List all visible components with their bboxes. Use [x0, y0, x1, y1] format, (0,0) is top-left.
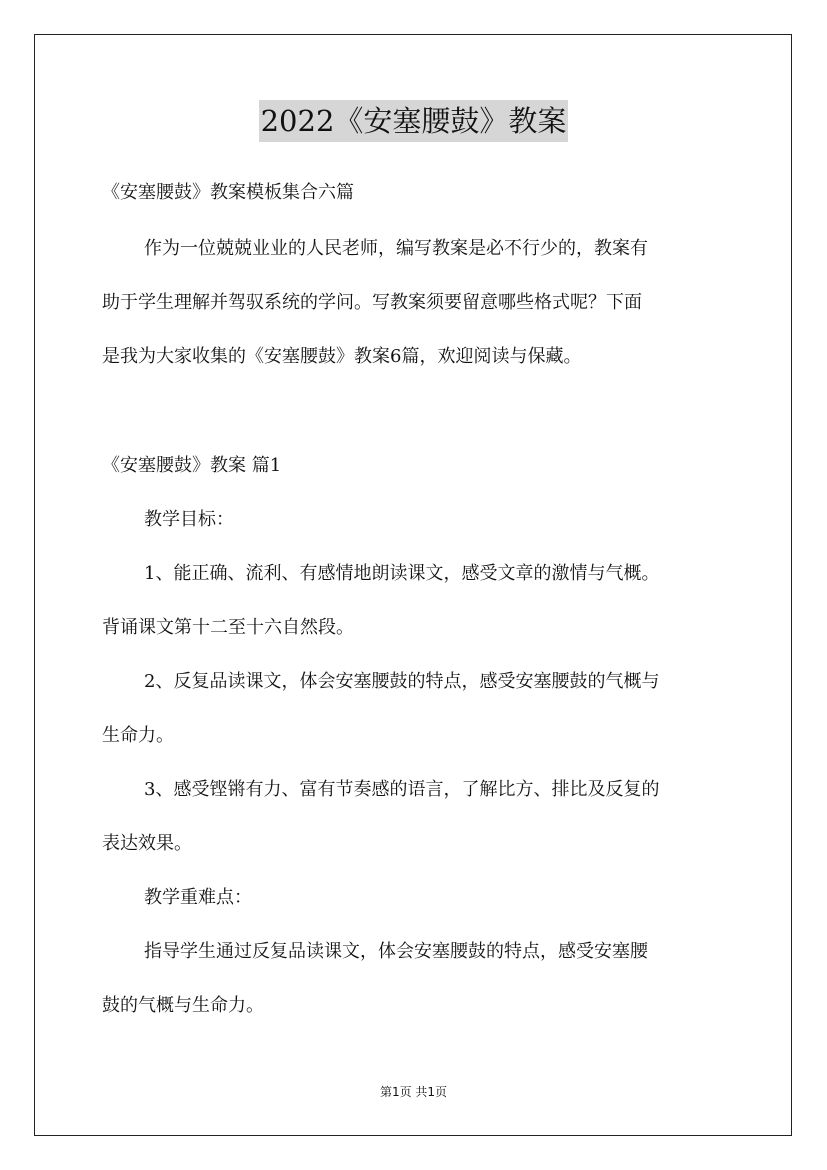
- paragraph-line: 鼓的气概与生命力。: [102, 995, 264, 1016]
- paragraph-line: 3、感受铿锵有力、富有节奏感的语言，了解比方、排比及反复的: [144, 779, 660, 800]
- paragraph-line: 教学重难点：: [144, 887, 252, 908]
- paragraph-line: 2、反复品读课文，体会安塞腰鼓的特点，感受安塞腰鼓的气概与: [144, 671, 660, 692]
- paragraph-line: 指导学生通过反复品读课文，体会安塞腰鼓的特点，感受安塞腰: [144, 941, 648, 962]
- paragraph-line: 助于学生理解并驾驭系统的学问。写教案须要留意哪些格式呢？下面: [102, 292, 642, 313]
- paragraph-line: 背诵课文第十二至十六自然段。: [102, 617, 354, 638]
- document-title: 2022《安塞腰鼓》教案: [259, 100, 569, 142]
- paragraph-line: 教学目标：: [144, 509, 234, 530]
- paragraph-line: 生命力。: [102, 725, 174, 746]
- paragraph-line: 作为一位兢兢业业的人民老师，编写教案是必不行少的，教案有: [144, 238, 648, 259]
- document-subtitle: 《安塞腰鼓》教案模板集合六篇: [102, 182, 354, 203]
- title-container: [0, 100, 827, 142]
- paragraph-line: 1、能正确、流利、有感情地朗读课文，感受文章的激情与气概。: [144, 563, 660, 584]
- page-footer: 第1页 共1页: [379, 1085, 448, 1099]
- paragraph-line: 表达效果。: [102, 833, 192, 854]
- section-heading: 《安塞腰鼓》教案 篇1: [102, 455, 282, 476]
- paragraph-line: 是我为大家收集的《安塞腰鼓》教案6篇，欢迎阅读与保藏。: [102, 346, 582, 367]
